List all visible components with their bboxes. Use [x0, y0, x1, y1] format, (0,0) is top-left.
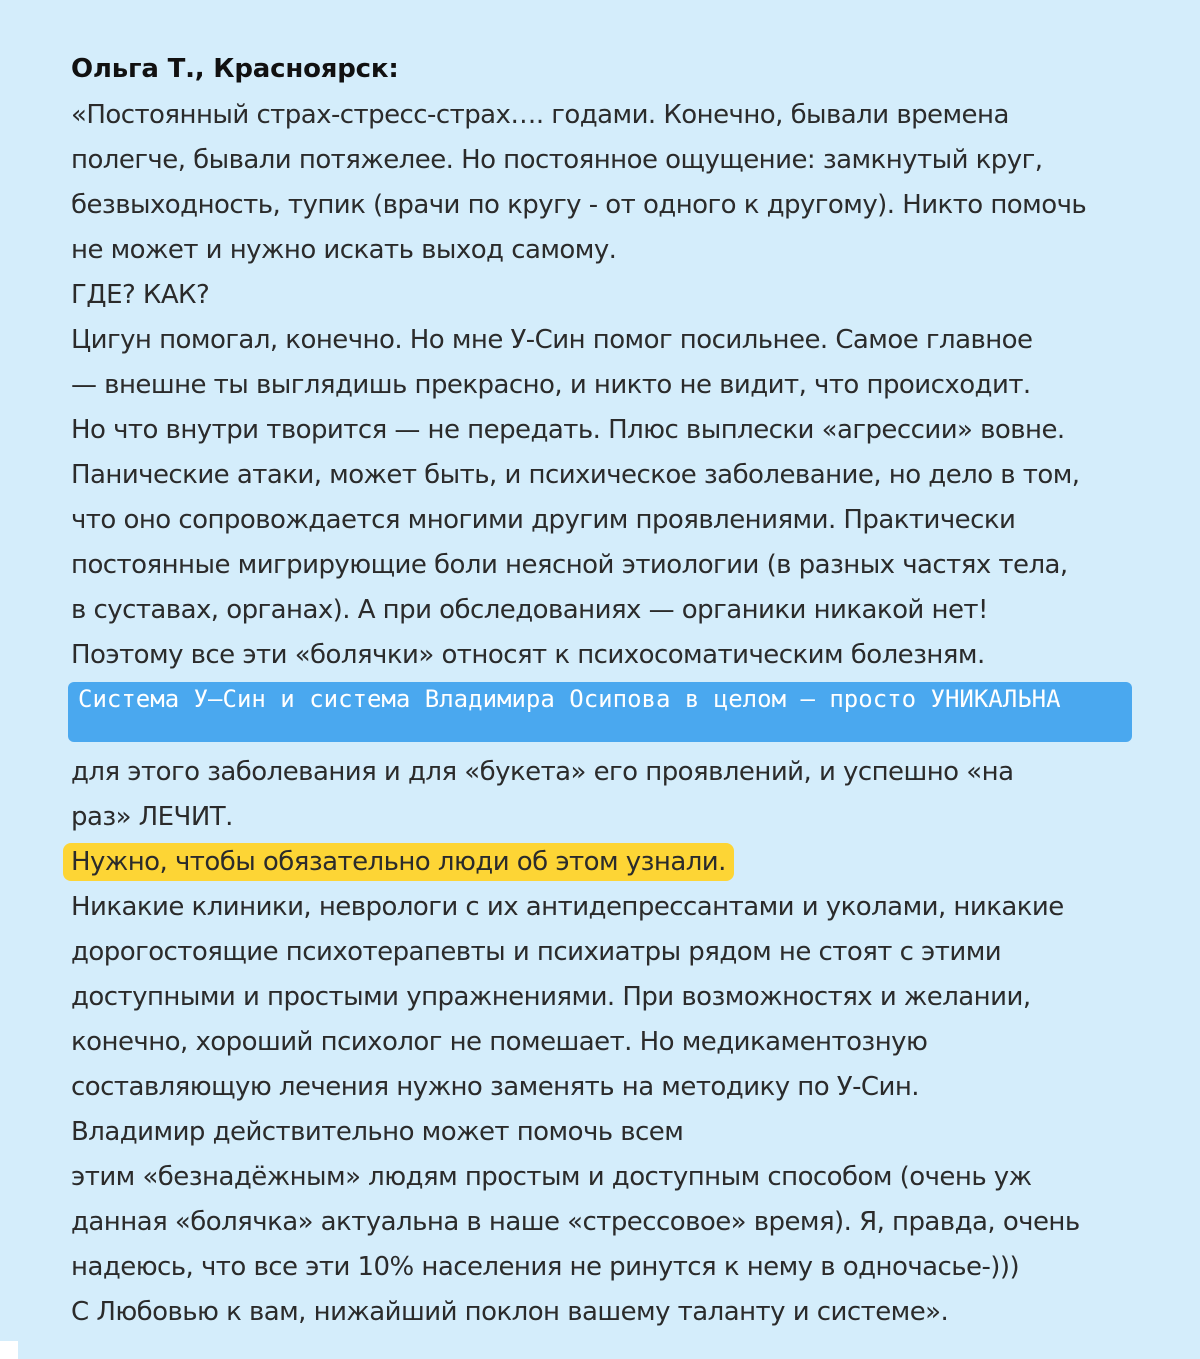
text-line: для этого заболевания и для «букета» его проявлений, и успешно «на [71, 757, 1014, 787]
text-line: — внешне ты выглядишь прекрасно, и никто не видит, что происходит. [71, 370, 1031, 400]
text-line: этим «безнадёжным» людям простым и доступным способом (очень уж [71, 1162, 1032, 1192]
text-line: Владимир действительно может помочь всем [71, 1117, 684, 1147]
yellow-highlight-text: Нужно, чтобы обязательно люди об этом узнали. [63, 843, 734, 881]
text-line: постоянные мигрирующие боли неясной этиологии (в разных частях тела, [71, 550, 1068, 580]
text-line: доступными и простыми упражнениями. При возможностях и желании, [71, 982, 1031, 1012]
text-line: данная «болячка» актуальна в наше «стрессовое» время). Я, правда, очень [71, 1207, 1080, 1237]
text-line: дорогостоящие психотерапевты и психиатры рядом не стоят с этими [71, 937, 1002, 967]
text-line: надеюсь, что все эти 10% населения не ринутся к нему в одночасье-))) [71, 1252, 1020, 1282]
text-line: что оно сопровождается многими другим проявлениями. Практически [71, 505, 1016, 535]
text-line: безвыходность, тупик (врачи по кругу - от одного к другому). Никто помочь [71, 190, 1087, 220]
text-line: Никакие клиники, неврологи с их антидепрессантами и уколами, никакие [71, 892, 1064, 922]
text-line: С Любовью к вам, нижайший поклон вашему таланту и системе». [71, 1297, 949, 1327]
testimonial-paragraph-2 [71, 750, 1140, 885]
text-line: в суставах, органах). А при обследованиях — органики никакой нет! [71, 595, 988, 625]
text-line: полегче, бывали потяжелее. Но постоянное ощущение: замкнутый круг, [71, 145, 1043, 175]
yellow-highlight-row [71, 840, 1140, 885]
text-line: Поэтому все эти «болячки» относят к психосоматическим болезням. [71, 640, 985, 670]
text-line: ГДЕ? КАК? [71, 280, 210, 310]
text-line: не может и нужно искать выход самому. [71, 235, 617, 265]
blue-highlight-quote: Система У—Син и система Владимира Осипова в целом — просто УНИКАЛЬНА [68, 682, 1132, 742]
text-line: Но что внутри творится — не передать. Плюс выплески «агрессии» вовне. [71, 415, 1065, 445]
text-line: «Постоянный страх-стресс-страх…. годами. Конечно, бывали времена [71, 100, 1009, 130]
text-line: Цигун помогал, конечно. Но мне У-Син помог посильнее. Самое главное [71, 325, 1033, 355]
author-name: Ольга Т., Красноярск: [71, 54, 399, 84]
testimonial-paragraph-3 [71, 885, 1140, 1335]
text-line: Панические атаки, может быть, и психическое заболевание, но дело в том, [71, 460, 1080, 490]
text-line: конечно, хороший психолог не помешает. Но медикаментозную [71, 1027, 928, 1057]
testimonial-paragraph-1 [71, 93, 1140, 678]
text-line: раз» ЛЕЧИТ. [71, 802, 233, 832]
text-line: составляющую лечения нужно заменять на методику по У-Син. [71, 1072, 920, 1102]
